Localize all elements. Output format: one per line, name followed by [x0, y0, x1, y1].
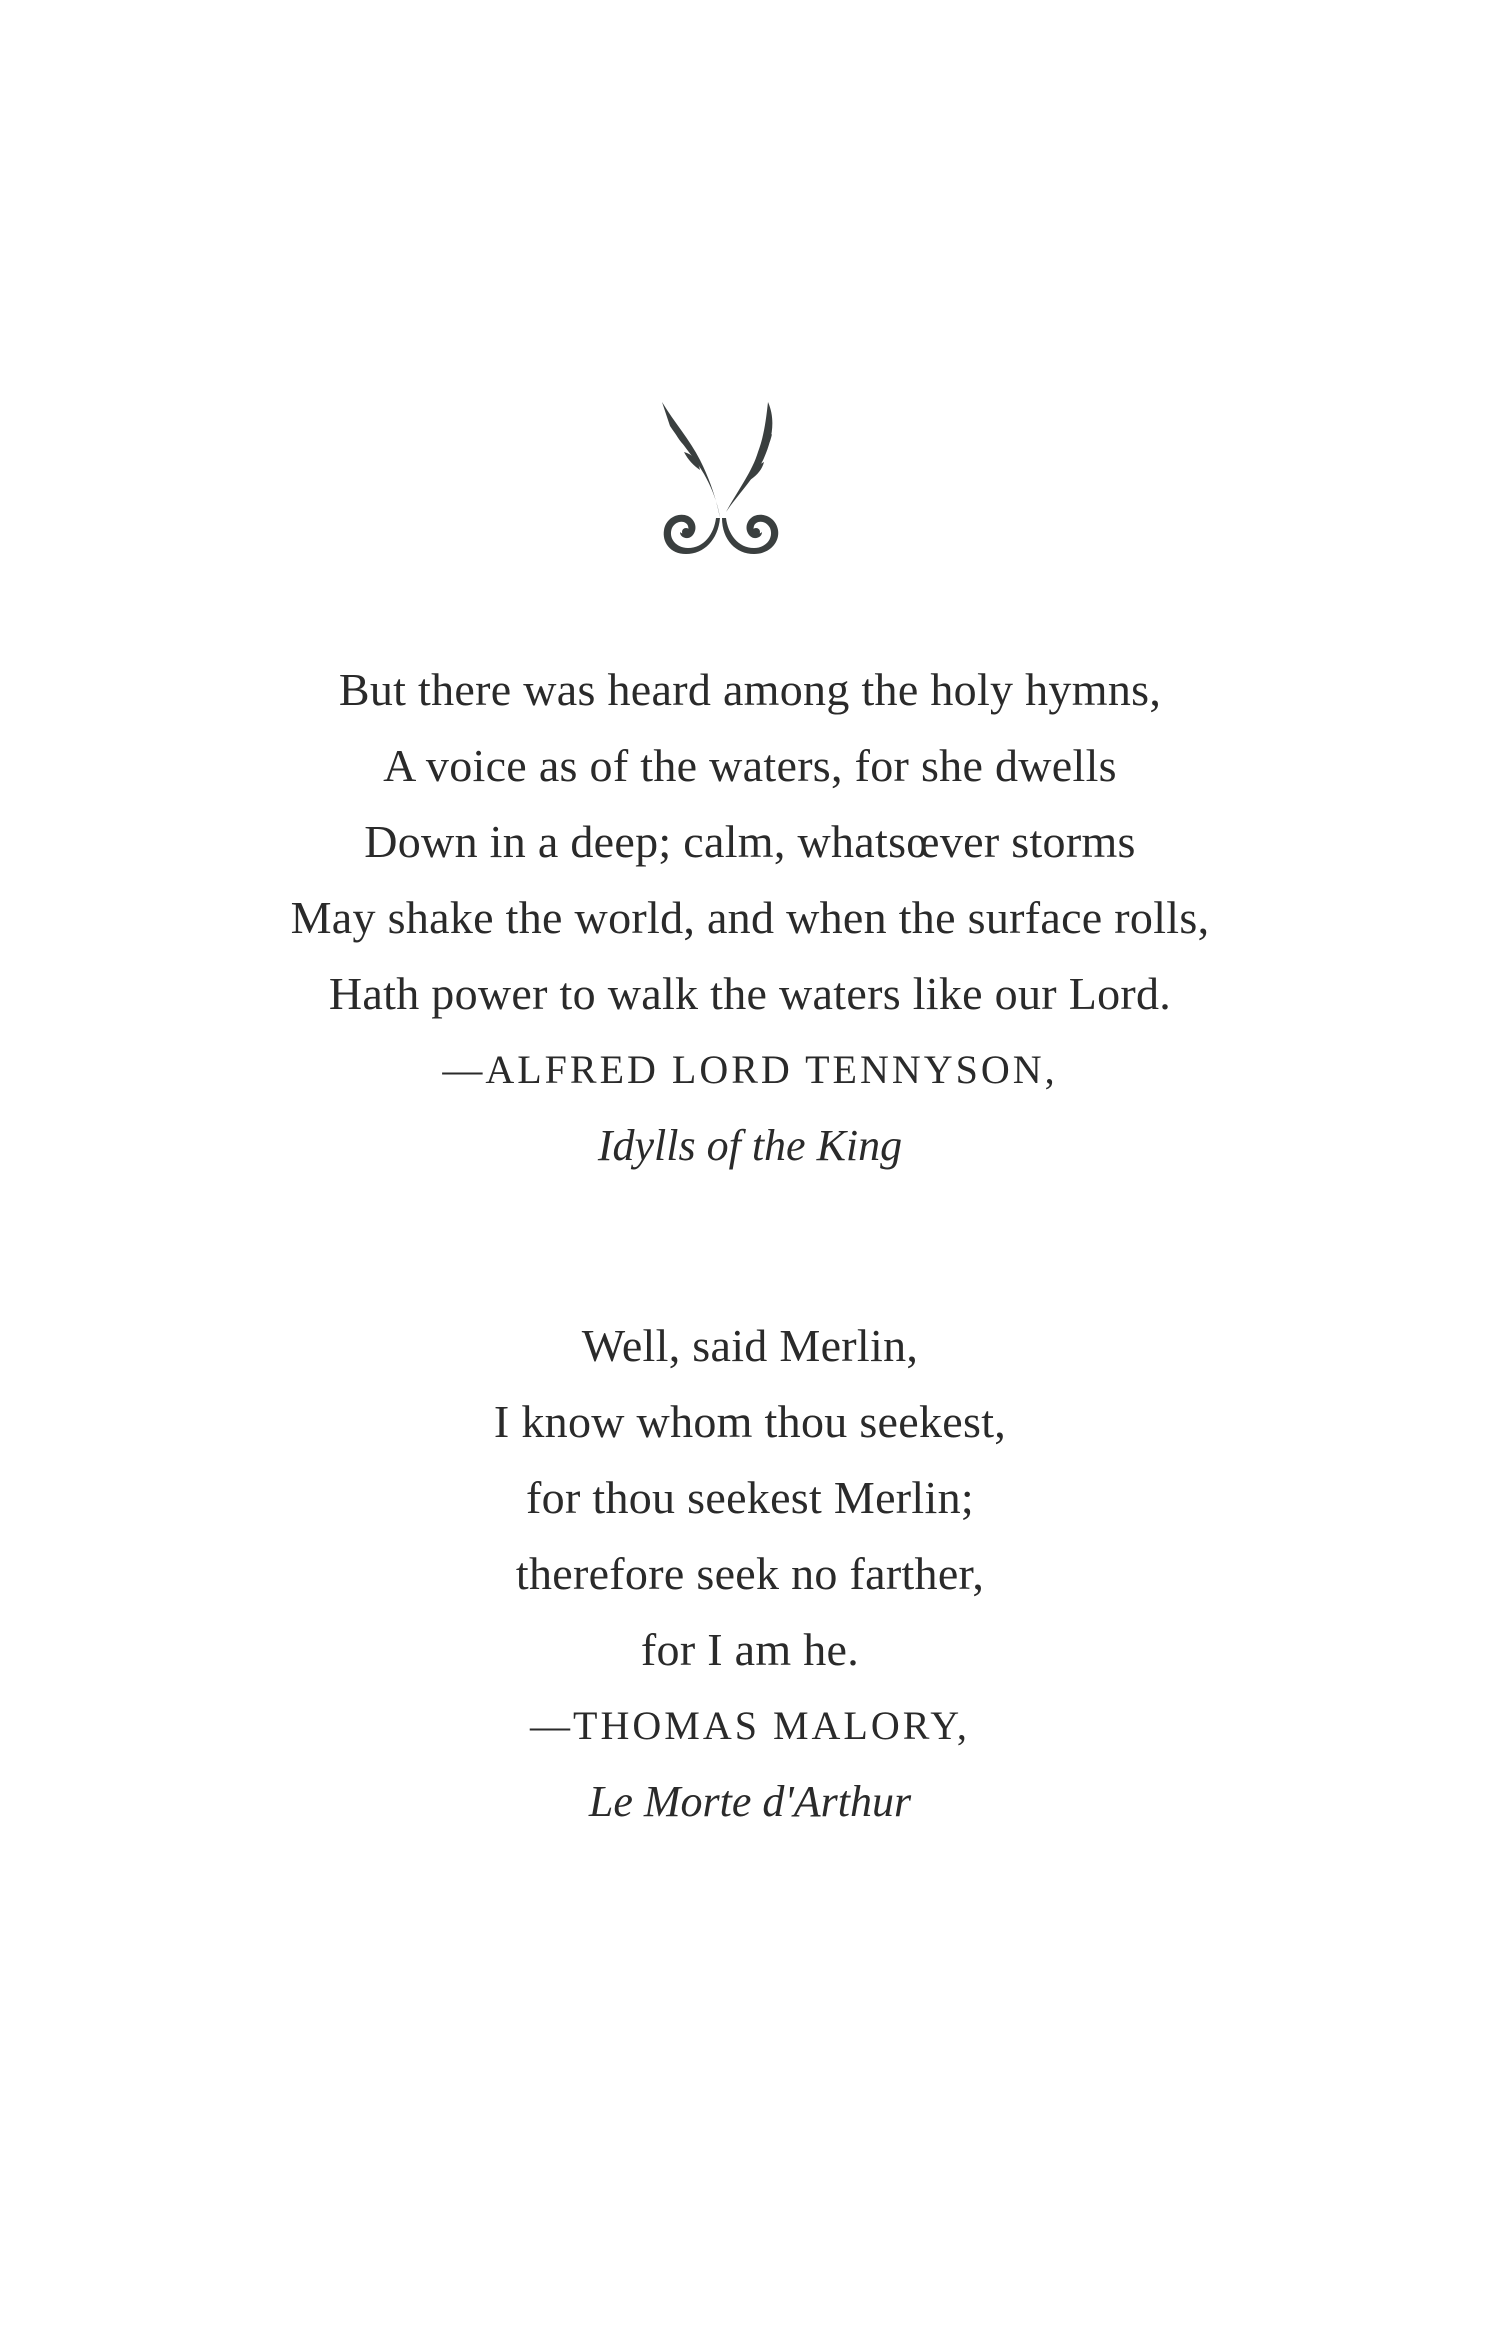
- epigraph-work-title: Idylls of the King: [597, 1121, 903, 1170]
- verse-line: May shake the world, and when the surface rolls,: [290, 892, 1210, 943]
- verse-line: A voice as of the waters, for she dwells: [383, 740, 1117, 791]
- epigraph-author: —ALFRED LORD TENNYSON,: [442, 1047, 1058, 1092]
- verse-line: for I am he.: [640, 1624, 860, 1675]
- verse-line: I know whom thou seekest,: [493, 1396, 1007, 1447]
- fleuron-scroll-icon: [660, 400, 784, 558]
- verse-line: Hath power to walk the waters like our Lord.: [328, 968, 1172, 1019]
- verse-line: Down in a deep; calm, whatsœver storms: [364, 816, 1136, 867]
- tennyson-epigraph: [0, 652, 1500, 1184]
- verse-line: But there was heard among the holy hymns,: [338, 664, 1162, 715]
- verse-line: for thou seekest Merlin;: [526, 1472, 974, 1523]
- epigraph-work-title: Le Morte d'Arthur: [588, 1777, 912, 1826]
- verse-line: Well, said Merlin,: [581, 1320, 919, 1371]
- epigraph-author: —THOMAS MALORY,: [530, 1703, 970, 1748]
- verse-line: therefore seek no farther,: [515, 1548, 985, 1599]
- malory-epigraph: [0, 1308, 1500, 1840]
